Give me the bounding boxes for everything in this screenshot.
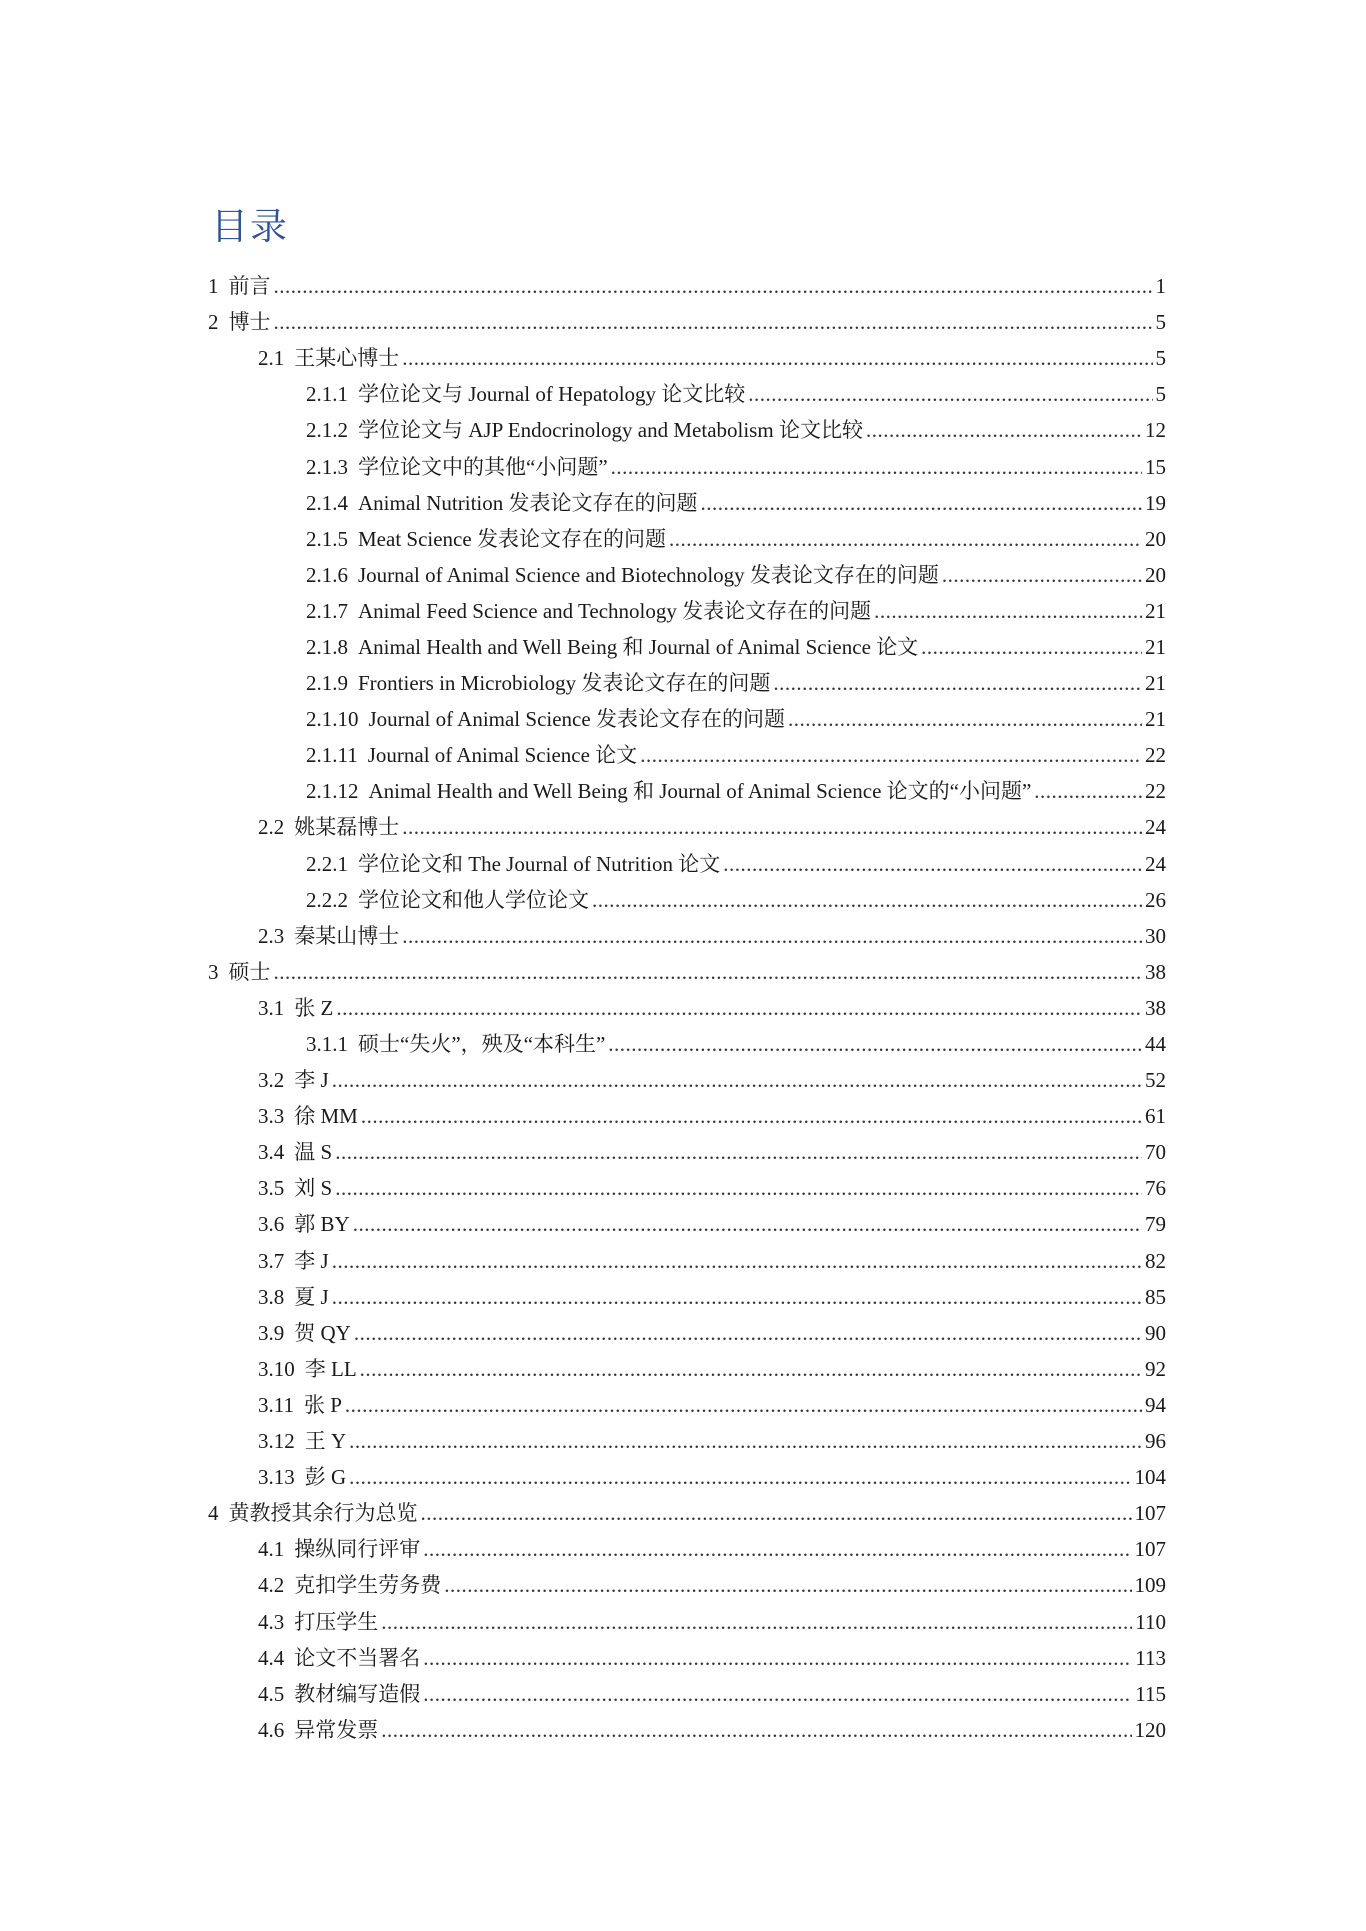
toc-dot-leader — [353, 1206, 1142, 1242]
toc-entry-label: Animal Nutrition 发表论文存在的问题 — [358, 490, 698, 515]
toc-entry[interactable] — [0, 340, 1366, 376]
toc-entry-number: 3.1.1 — [306, 1032, 348, 1057]
toc-entry-number: 2 — [208, 310, 219, 335]
toc-entry-label: 黄教授其余行为总览 — [228, 1501, 418, 1526]
toc-dot-leader — [332, 1243, 1142, 1279]
toc-entry-number: 2.1.4 — [306, 490, 348, 515]
toc-dot-leader — [874, 593, 1142, 629]
toc-entry[interactable] — [0, 737, 1366, 773]
toc-entry-number: 3.7 — [258, 1248, 285, 1273]
toc-entry-label: Journal of Animal Science and Biotechnology 发表论文存在的问题 — [358, 562, 939, 587]
toc-entry-label: Journal of Animal Science 论文 — [367, 743, 638, 768]
toc-dot-leader — [349, 1459, 1131, 1495]
toc-entry[interactable] — [0, 521, 1366, 557]
toc-entry[interactable] — [0, 990, 1366, 1026]
toc-entry-page: 26 — [1145, 887, 1166, 912]
toc-entry-number: 2.1.10 — [306, 707, 359, 732]
toc-entry-number: 3.2 — [258, 1068, 285, 1093]
toc-entry-label: Meat Science 发表论文存在的问题 — [358, 526, 666, 551]
toc-entry-number: 3.8 — [258, 1284, 285, 1309]
toc-entry[interactable] — [0, 485, 1366, 521]
toc-entry-number: 2.1.7 — [306, 598, 348, 623]
toc-entry[interactable] — [0, 846, 1366, 882]
toc-entry-label: 夏 J — [294, 1284, 329, 1309]
toc-list — [0, 268, 1366, 1748]
toc-entry-number: 2.1.3 — [306, 454, 348, 479]
toc-dot-leader — [402, 340, 1152, 376]
toc-dot-leader — [669, 521, 1142, 557]
toc-entry-page: 24 — [1145, 851, 1166, 876]
toc-dot-leader — [335, 1134, 1142, 1170]
toc-entry-page: 44 — [1145, 1032, 1166, 1057]
toc-dot-leader — [381, 1604, 1132, 1640]
toc-entry-number: 4 — [208, 1501, 219, 1526]
toc-entry-page: 24 — [1145, 815, 1166, 840]
toc-entry-label: 李 LL — [304, 1356, 357, 1381]
toc-entry-label: 前言 — [228, 274, 271, 299]
toc-entry[interactable] — [0, 954, 1366, 990]
toc-entry-number: 3.11 — [258, 1392, 294, 1417]
toc-dot-leader — [381, 1712, 1131, 1748]
toc-entry[interactable] — [0, 1062, 1366, 1098]
toc-entry-page: 113 — [1135, 1645, 1166, 1670]
toc-entry-number: 2.1.9 — [306, 671, 348, 696]
toc-entry-number: 2.1 — [258, 346, 285, 371]
toc-dot-leader — [921, 629, 1142, 665]
toc-entry-number: 2.1.6 — [306, 562, 348, 587]
toc-dot-leader — [640, 737, 1142, 773]
toc-entry-label: 刘 S — [294, 1176, 333, 1201]
toc-entry-number: 4.6 — [258, 1717, 285, 1742]
toc-entry-number: 2.2.2 — [306, 887, 348, 912]
toc-entry-number: 3.3 — [258, 1104, 285, 1129]
toc-entry[interactable] — [0, 448, 1366, 484]
toc-entry[interactable] — [0, 882, 1366, 918]
toc-dot-leader — [444, 1567, 1131, 1603]
toc-entry[interactable] — [0, 304, 1366, 340]
toc-entry-label: 打压学生 — [294, 1609, 379, 1634]
toc-entry-page: 85 — [1145, 1284, 1166, 1309]
toc-entry-page: 61 — [1145, 1104, 1166, 1129]
toc-entry[interactable] — [0, 773, 1366, 809]
toc-entry[interactable] — [0, 1531, 1366, 1567]
toc-entry-page: 30 — [1145, 923, 1166, 948]
toc-entry-label: 姚某磊博士 — [294, 815, 400, 840]
toc-entry-label: Journal of Animal Science 发表论文存在的问题 — [368, 707, 785, 732]
toc-entry-page: 22 — [1145, 779, 1166, 804]
toc-entry-page: 20 — [1145, 562, 1166, 587]
toc-entry-label: 教材编写造假 — [294, 1681, 421, 1706]
toc-entry-page: 22 — [1145, 743, 1166, 768]
toc-entry-page: 12 — [1145, 418, 1166, 443]
toc-entry-number: 3.12 — [258, 1429, 295, 1454]
toc-entry-label: 学位论文和他人学位论文 — [358, 887, 589, 912]
toc-dot-leader — [360, 1351, 1142, 1387]
toc-entry[interactable] — [0, 557, 1366, 593]
toc-entry[interactable] — [0, 1170, 1366, 1206]
toc-entry[interactable] — [0, 1676, 1366, 1712]
toc-entry-number: 2.2.1 — [306, 851, 348, 876]
toc-entry-page: 38 — [1145, 959, 1166, 984]
toc-entry-page: 21 — [1145, 598, 1166, 623]
toc-entry-label: Animal Health and Well Being 和 Journal of Animal Science 论文的“小问题” — [368, 779, 1032, 804]
toc-entry-page: 21 — [1145, 671, 1166, 696]
toc-entry-page: 5 — [1155, 310, 1166, 335]
toc-entry[interactable] — [0, 1243, 1366, 1279]
toc-entry-label: 郭 BY — [294, 1212, 350, 1237]
toc-entry[interactable] — [0, 376, 1366, 412]
toc-dot-leader — [773, 665, 1142, 701]
toc-entry[interactable] — [0, 1098, 1366, 1134]
toc-entry-label: 克扣学生劳务费 — [294, 1573, 442, 1598]
toc-dot-leader — [701, 485, 1143, 521]
toc-entry-label: 学位论文中的其他“小问题” — [358, 454, 608, 479]
toc-dot-leader — [336, 990, 1142, 1026]
toc-entry-page: 96 — [1145, 1429, 1166, 1454]
toc-entry-number: 3.5 — [258, 1176, 285, 1201]
toc-entry-label: 操纵同行评审 — [294, 1537, 421, 1562]
toc-entry-label: 秦某山博士 — [294, 923, 400, 948]
toc-entry[interactable] — [0, 1495, 1366, 1531]
toc-dot-leader — [332, 1062, 1142, 1098]
toc-entry-page: 52 — [1145, 1068, 1166, 1093]
toc-entry-page: 76 — [1145, 1176, 1166, 1201]
toc-entry[interactable] — [0, 1640, 1366, 1676]
toc-entry[interactable] — [0, 1026, 1366, 1062]
toc-entry-label: 学位论文与 AJP Endocrinology and Metabolism 论文比较 — [358, 418, 863, 443]
toc-entry-number: 2.1.8 — [306, 634, 348, 659]
toc-entry-label: 王某心博士 — [294, 346, 400, 371]
toc-dot-leader — [942, 557, 1142, 593]
toc-dot-leader — [274, 304, 1153, 340]
toc-dot-leader — [608, 1026, 1142, 1062]
toc-dot-leader — [361, 1098, 1142, 1134]
toc-entry[interactable] — [0, 1603, 1366, 1639]
toc-entry[interactable] — [0, 629, 1366, 665]
toc-entry-page: 38 — [1145, 995, 1166, 1020]
toc-entry-number: 3.10 — [258, 1356, 295, 1381]
toc-entry-page: 19 — [1145, 490, 1166, 515]
toc-entry-number: 2.1.11 — [306, 743, 358, 768]
toc-entry[interactable] — [0, 1387, 1366, 1423]
toc-dot-leader — [423, 1676, 1132, 1712]
toc-entry-label: 学位论文和 The Journal of Nutrition 论文 — [358, 851, 721, 876]
toc-entry-label: 温 S — [294, 1140, 333, 1165]
toc-entry-page: 1 — [1155, 274, 1166, 299]
toc-dot-leader — [274, 954, 1143, 990]
toc-entry-number: 4.1 — [258, 1537, 285, 1562]
toc-entry-label: Frontiers in Microbiology 发表论文存在的问题 — [358, 671, 771, 696]
toc-entry[interactable] — [0, 701, 1366, 737]
toc-entry-number: 2.1.12 — [306, 779, 359, 804]
toc-entry-page: 79 — [1145, 1212, 1166, 1237]
toc-entry[interactable] — [0, 1459, 1366, 1495]
toc-entry-page: 110 — [1135, 1609, 1166, 1634]
toc-entry[interactable] — [0, 1134, 1366, 1170]
toc-entry[interactable] — [0, 809, 1366, 845]
toc-entry[interactable] — [0, 918, 1366, 954]
toc-entry-label: 李 J — [294, 1068, 329, 1093]
toc-entry-page: 109 — [1134, 1573, 1166, 1598]
toc-entry-label: 博士 — [228, 310, 271, 335]
toc-dot-leader — [1034, 773, 1142, 809]
toc-entry-label: 彭 G — [304, 1465, 347, 1490]
toc-entry[interactable] — [0, 1315, 1366, 1351]
toc-dot-leader — [788, 701, 1142, 737]
toc-entry[interactable] — [0, 1279, 1366, 1315]
toc-title: 目录 — [211, 205, 289, 248]
toc-entry-label: 徐 MM — [294, 1104, 358, 1129]
toc-entry-number: 3.13 — [258, 1465, 295, 1490]
toc-entry-page: 21 — [1145, 707, 1166, 732]
toc-entry-label: 异常发票 — [294, 1717, 379, 1742]
toc-entry-number: 2.1.2 — [306, 418, 348, 443]
toc-dot-leader — [866, 412, 1142, 448]
toc-dot-leader — [611, 449, 1142, 485]
toc-dot-leader — [345, 1387, 1142, 1423]
toc-entry-page: 104 — [1134, 1465, 1166, 1490]
toc-entry-number: 2.3 — [258, 923, 285, 948]
toc-dot-leader — [335, 1170, 1142, 1206]
toc-entry-label: 张 P — [303, 1392, 342, 1417]
toc-entry-label: Animal Feed Science and Technology 发表论文存在的问题 — [358, 598, 872, 623]
toc-entry[interactable] — [0, 1206, 1366, 1242]
toc-entry-number: 3 — [208, 959, 219, 984]
toc-dot-leader — [421, 1495, 1132, 1531]
toc-entry-label: 硕士“失火”，殃及“本科生” — [358, 1032, 606, 1057]
toc-entry-label: Animal Health and Well Being 和 Journal of Animal Science 论文 — [358, 634, 919, 659]
toc-entry-label: 贺 QY — [294, 1320, 351, 1345]
toc-dot-leader — [349, 1423, 1142, 1459]
toc-entry-page: 20 — [1145, 526, 1166, 551]
toc-dot-leader — [748, 376, 1152, 412]
toc-entry[interactable] — [0, 1712, 1366, 1748]
toc-dot-leader — [423, 1531, 1131, 1567]
toc-entry-number: 3.1 — [258, 995, 285, 1020]
toc-dot-leader — [274, 268, 1153, 304]
toc-entry-label: 硕士 — [228, 959, 271, 984]
toc-entry-label: 学位论文与 Journal of Hepatology 论文比较 — [358, 382, 746, 407]
toc-entry-page: 92 — [1145, 1356, 1166, 1381]
toc-dot-leader — [723, 846, 1142, 882]
toc-entry-page: 21 — [1145, 634, 1166, 659]
toc-entry[interactable] — [0, 1567, 1366, 1603]
toc-entry-page: 107 — [1134, 1537, 1166, 1562]
toc-entry-number: 1 — [208, 274, 219, 299]
toc-entry[interactable] — [0, 1351, 1366, 1387]
toc-entry-page: 5 — [1155, 346, 1166, 371]
toc-entry[interactable] — [0, 593, 1366, 629]
toc-entry-number: 3.4 — [258, 1140, 285, 1165]
toc-entry[interactable] — [0, 665, 1366, 701]
toc-entry-page: 70 — [1145, 1140, 1166, 1165]
toc-entry-number: 3.6 — [258, 1212, 285, 1237]
toc-dot-leader — [592, 882, 1142, 918]
toc-entry-page: 5 — [1155, 382, 1166, 407]
toc-entry-number: 4.4 — [258, 1645, 285, 1670]
toc-entry-page: 107 — [1134, 1501, 1166, 1526]
toc-entry-label: 王 Y — [304, 1429, 347, 1454]
toc-entry[interactable] — [0, 268, 1366, 304]
toc-dot-leader — [354, 1315, 1142, 1351]
toc-entry[interactable] — [0, 1423, 1366, 1459]
toc-entry-page: 94 — [1145, 1392, 1166, 1417]
toc-entry-number: 4.2 — [258, 1573, 285, 1598]
toc-entry-label: 论文不当署名 — [294, 1645, 421, 1670]
toc-dot-leader — [332, 1279, 1142, 1315]
toc-entry-page: 82 — [1145, 1248, 1166, 1273]
toc-entry-page: 120 — [1134, 1717, 1166, 1742]
toc-entry-label: 李 J — [294, 1248, 329, 1273]
toc-entry-number: 2.2 — [258, 815, 285, 840]
toc-entry-number: 4.3 — [258, 1609, 285, 1634]
toc-entry-number: 2.1.5 — [306, 526, 348, 551]
toc-entry-page: 15 — [1145, 454, 1166, 479]
toc-dot-leader — [402, 918, 1142, 954]
toc-entry-page: 115 — [1135, 1681, 1166, 1706]
toc-entry-number: 4.5 — [258, 1681, 285, 1706]
toc-entry[interactable] — [0, 412, 1366, 448]
toc-entry-page: 90 — [1145, 1320, 1166, 1345]
toc-entry-number: 2.1.1 — [306, 382, 348, 407]
toc-entry-label: 张 Z — [294, 995, 334, 1020]
toc-dot-leader — [402, 809, 1142, 845]
toc-entry-number: 3.9 — [258, 1320, 285, 1345]
toc-dot-leader — [423, 1640, 1132, 1676]
